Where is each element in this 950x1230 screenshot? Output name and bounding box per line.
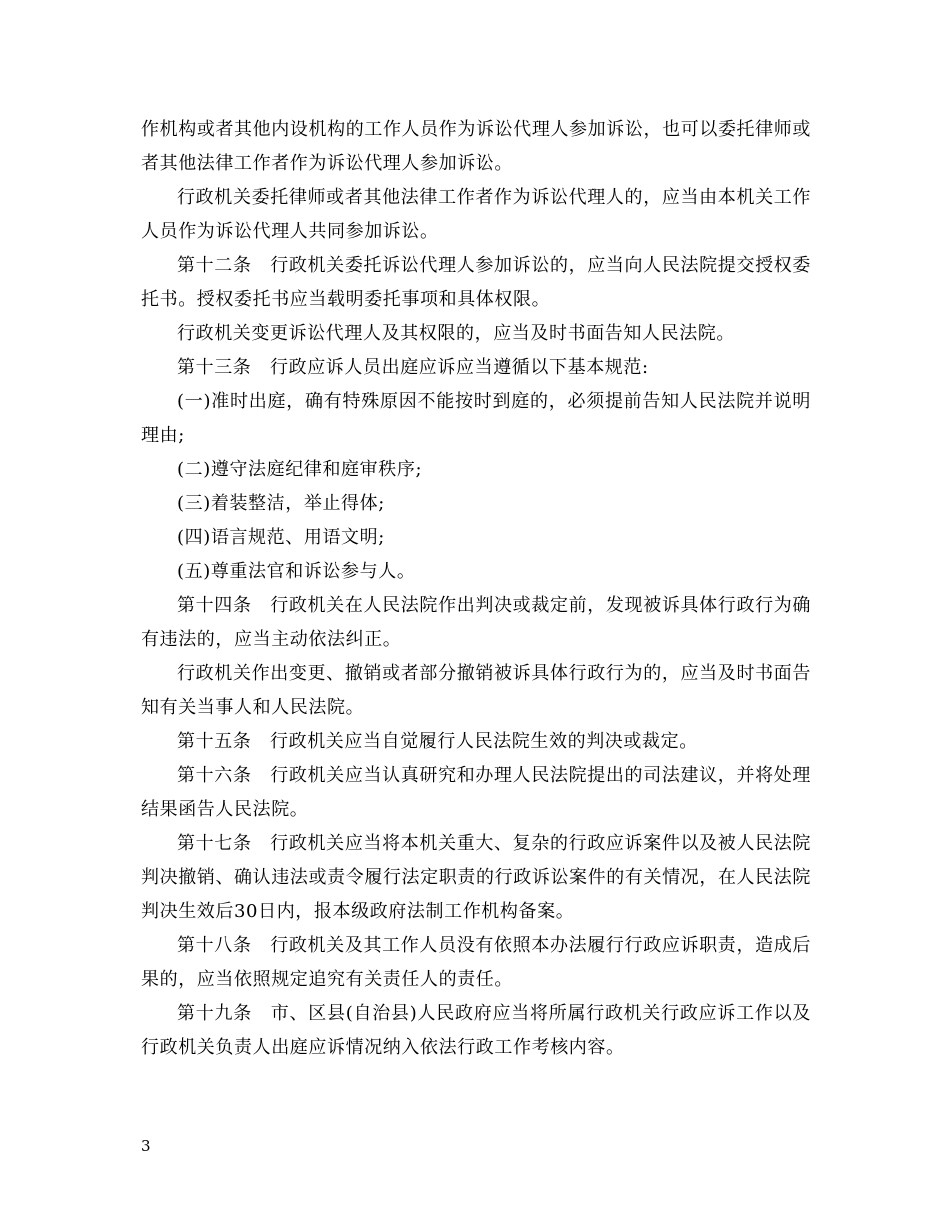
list-item: (三)着装整洁，举止得体;: [177, 493, 385, 514]
list-item: (一)准时出庭，确有特殊原因不能按时到庭的，必须提前告知人民法院并说明理由;: [141, 391, 811, 446]
paragraph: 行政机关变更诉讼代理人及其权限的，应当及时书面告知人民法院。: [177, 323, 735, 344]
article-14-paragraph: 第十四条 行政机关在人民法院作出判决或裁定前，发现被诉具体行政行为确有违法的，应当主动依法纠正。: [141, 595, 811, 650]
document-body: [141, 113, 811, 1065]
article-16-paragraph: 第十六条 行政机关应当认真研究和办理人民法院提出的司法建议，并将处理结果函告人民法院。: [141, 765, 811, 820]
list-item: (五)尊重法官和诉讼参与人。: [177, 561, 416, 582]
article-18-paragraph: 第十八条 行政机关及其工作人员没有依照本办法履行行政应诉职责，造成后果的，应当依照规定追究有关责任人的责任。: [141, 935, 811, 990]
list-item: (二)遵守法庭纪律和庭审秩序;: [177, 459, 423, 480]
article-15-paragraph: 第十五条 行政机关应当自觉履行人民法院生效的判决或裁定。: [177, 731, 698, 752]
list-item: (四)语言规范、用语文明;: [177, 527, 385, 548]
article-12-paragraph: 第十二条 行政机关委托诉讼代理人参加诉讼的，应当向人民法院提交授权委托书。授权委托书应当载明委托事项和具体权限。: [141, 255, 811, 310]
paragraph: 行政机关作出变更、撤销或者部分撤销被诉具体行政行为的，应当及时书面告知有关当事人和人民法院。: [141, 663, 811, 718]
article-19-paragraph: 第十九条 市、区县(自治县)人民政府应当将所属行政机关行政应诉工作以及行政机关负责人出庭应诉情况纳入依法行政工作考核内容。: [141, 1003, 811, 1058]
paragraph: 作机构或者其他内设机构的工作人员作为诉讼代理人参加诉讼，也可以委托律师或者其他法律工作者作为诉讼代理人参加诉讼。: [141, 119, 811, 174]
paragraph: 行政机关委托律师或者其他法律工作者作为诉讼代理人的，应当由本机关工作人员作为诉讼代理人共同参加诉讼。: [141, 187, 811, 242]
article-17-paragraph: 第十七条 行政机关应当将本机关重大、复杂的行政应诉案件以及被人民法院判决撤销、确认违法或责令履行法定职责的行政诉讼案件的有关情况，在人民法院判决生效后30日内，报本级政府法制工作机构备案。: [141, 833, 811, 922]
page-number: 3: [141, 1137, 151, 1155]
article-13-paragraph: 第十三条 行政应诉人员出庭应诉应当遵循以下基本规范:: [177, 357, 649, 378]
